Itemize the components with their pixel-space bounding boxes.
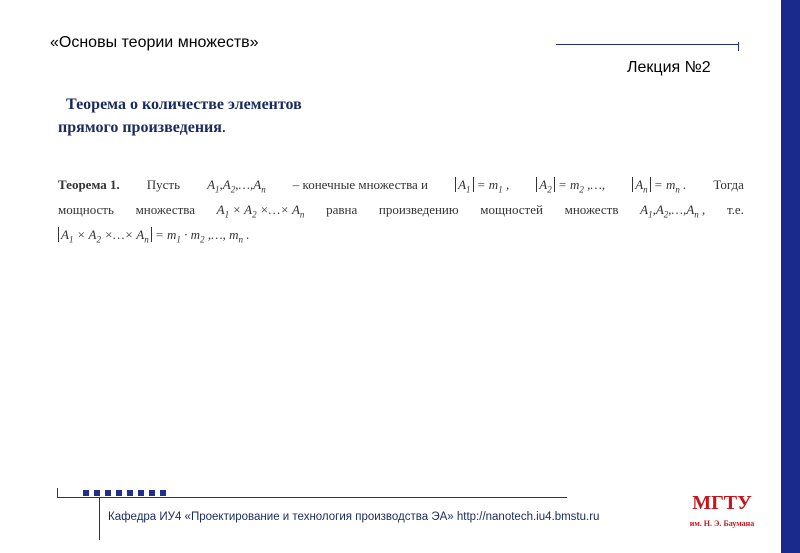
top-rule — [556, 44, 739, 45]
square-mark — [105, 490, 111, 496]
theorem-word: равна — [326, 202, 358, 217]
square-mark — [83, 490, 89, 496]
theorem-heading-period: . — [221, 119, 226, 136]
theorem-word: произведению — [378, 202, 459, 217]
square-mark — [138, 490, 144, 496]
theorem-word: т.е. — [726, 202, 744, 217]
theorem-line-1 — [58, 177, 744, 202]
mgtu-logo — [668, 492, 776, 528]
math-card-an: $A_n = m_n$ . — [632, 177, 686, 195]
theorem-heading-line1: Теорема о количестве элементов — [66, 96, 302, 113]
theorem-word: мощность — [58, 202, 114, 217]
theorem-word: – конечные множества и — [292, 177, 429, 192]
lecture-number: Лекция №2 — [627, 59, 711, 76]
theorem-word: мощностей — [480, 202, 543, 217]
theorem-line-3 — [58, 227, 744, 252]
theorem-word: Пусть — [146, 177, 181, 192]
theorem-word: Тогда — [713, 177, 744, 192]
theorem-word: множеств — [564, 202, 619, 217]
square-mark — [94, 490, 100, 496]
square-mark — [116, 490, 122, 496]
theorem-heading — [58, 93, 458, 139]
theorem-word: множества — [135, 202, 196, 217]
course-title: «Основы теории множеств» — [50, 34, 259, 51]
decorative-square-row — [83, 490, 166, 496]
top-rule-tick — [738, 42, 739, 51]
theorem-line-2 — [58, 202, 744, 227]
theorem-label: Теорема 1. — [58, 177, 120, 192]
footer-divider — [99, 498, 100, 540]
theorem-heading-line2 — [58, 116, 458, 139]
math-sets-list-2: $A_1,A_2,\dots,A_n$ , — [640, 202, 706, 220]
math-product-sets: $A_1 \times A_2$ ×…× $A_n$ — [216, 202, 305, 220]
math-card-a1: $A_1 = m_1$ , — [455, 177, 509, 195]
square-mark — [160, 490, 166, 496]
right-accent-bar — [781, 0, 800, 553]
square-mark — [149, 490, 155, 496]
theorem-heading-line2-text: прямого произведения — [58, 119, 222, 136]
mgtu-logo-subtitle: им. Н. Э. Баумана — [689, 519, 755, 528]
bottom-rule — [57, 497, 567, 498]
theorem-body — [58, 177, 744, 252]
square-mark — [127, 490, 133, 496]
footer-department: Кафедра ИУ4 «Проектирование и технология производства ЭА» http://nanotech.iu4.bmstu.ru — [108, 511, 600, 523]
math-product-formula: $A_1 \times A_2$ ×…× $A_n = m_1 \cdot m_2$ ,…, $m_n$ . — [58, 227, 250, 245]
mgtu-logo-name: МГТУ — [692, 492, 752, 514]
math-sets-list: $A_1,A_2,\dots,A_n$ — [207, 177, 266, 195]
math-card-a2: $A_2 = m_2$ ,…, — [536, 177, 605, 195]
